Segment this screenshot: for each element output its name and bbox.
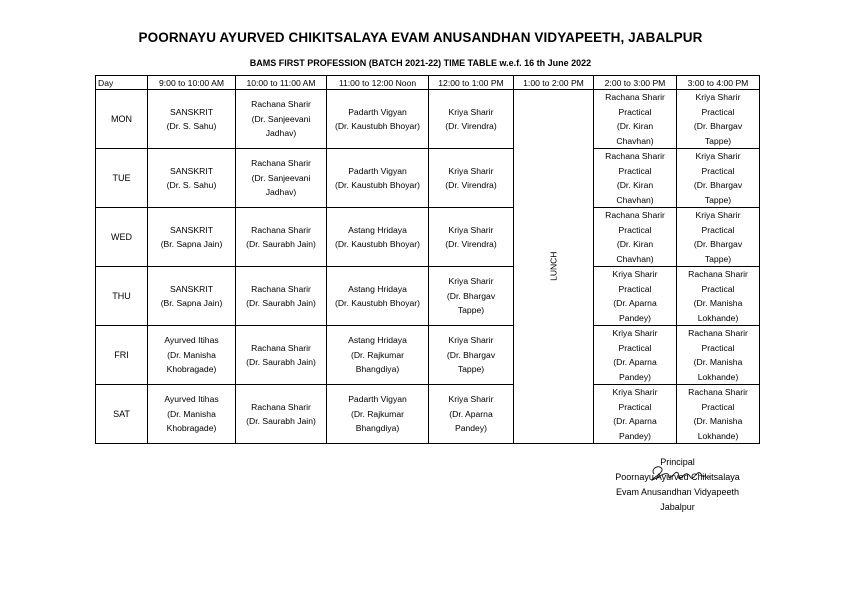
class-cell-line: (Dr. Kaustubh Bhoyar) <box>334 239 421 249</box>
class-cell-line: Chavhan) <box>616 135 654 146</box>
class-cell <box>327 149 429 208</box>
class-cell-line: Practical <box>701 106 735 117</box>
class-cell <box>594 267 677 326</box>
lunch-label: LUNCH <box>548 251 559 282</box>
class-cell-line: Ayurved Itihas <box>164 394 219 405</box>
class-cell-line: SANSKRIT <box>170 224 213 235</box>
class-cell-line: Astang Hridaya <box>348 335 407 346</box>
class-cell-line: Chavhan) <box>616 253 654 264</box>
class-cell-line: Kriya Sharir <box>695 151 741 161</box>
class-cell-line: Rachana Sharir <box>688 269 748 279</box>
class-cell-line: Tappe) <box>457 305 485 316</box>
class-cell <box>429 267 514 326</box>
class-cell-line: Practical <box>701 342 735 353</box>
class-cell <box>429 385 514 444</box>
timetable <box>95 75 760 444</box>
class-cell-line: Tappe) <box>704 194 732 205</box>
signature-title: Principal <box>660 457 695 467</box>
class-cell-line: (Dr. Virendra) <box>445 121 497 131</box>
class-cell-line: Bhangdiya) <box>355 364 400 375</box>
class-cell-line: (Dr. Aparna <box>613 416 657 426</box>
class-cell-line: Tappe) <box>704 135 732 146</box>
class-cell <box>327 385 429 444</box>
class-cell-line: Rachana Sharir <box>605 151 665 161</box>
signature-institution-line-2: Evam Anusandhan Vidyapeeth <box>616 487 739 497</box>
class-cell-line: Rachana Sharir <box>251 283 311 294</box>
class-cell-line: (Dr. Manisha <box>693 357 743 367</box>
class-cell-line: Tappe) <box>704 253 732 264</box>
day-cell: SAT <box>96 385 148 444</box>
class-cell-line: Rachana Sharir <box>251 342 311 353</box>
class-cell <box>327 208 429 267</box>
column-header-slot-1: 9:00 to 10:00 AM <box>148 76 236 90</box>
class-cell-line: (Dr. Kaustubh Bhoyar) <box>334 121 421 131</box>
class-cell-line: Jadhav) <box>265 187 297 198</box>
class-cell <box>677 149 760 208</box>
class-cell-line: (Dr. Aparna <box>613 298 657 308</box>
class-cell-line: Rachana Sharir <box>251 158 311 169</box>
class-cell <box>429 326 514 385</box>
class-cell-line: (Dr. Rajkumar <box>350 349 404 360</box>
class-cell-line: (Br. Sapna Jain) <box>160 239 223 249</box>
signature-institution-line-1: Poornayu Ayurved Chikitsalaya <box>615 472 740 482</box>
class-cell-line: (Dr. S. Sahu) <box>166 180 217 190</box>
column-header-day: Day <box>96 76 148 90</box>
class-cell-line: Kriya Sharir <box>612 269 658 279</box>
class-cell-line: (Dr. Manisha <box>167 408 216 419</box>
class-cell-line: SANSKRIT <box>170 106 213 117</box>
class-cell-line: (Dr. Sanjeevani <box>251 113 311 124</box>
class-cell-line: Lokhande) <box>697 430 739 441</box>
class-cell <box>327 326 429 385</box>
class-cell-line: Practical <box>618 165 652 176</box>
class-cell-line: Astang Hridaya <box>348 224 407 235</box>
class-cell-line: Kriya Sharir <box>448 165 494 176</box>
class-cell-line: Practical <box>618 224 652 235</box>
class-cell-line: Practical <box>701 224 735 235</box>
class-cell-line: Kriya Sharir <box>448 224 494 235</box>
class-cell-line: SANSKRIT <box>170 283 213 294</box>
class-cell <box>148 208 236 267</box>
class-cell-line: Jadhav) <box>265 128 297 139</box>
header-row <box>96 76 760 90</box>
class-cell-line: Kriya Sharir <box>695 92 741 102</box>
class-cell <box>148 385 236 444</box>
class-cell-line: (Dr. Virendra) <box>445 180 497 190</box>
class-cell <box>148 267 236 326</box>
class-cell-line: Rachana Sharir <box>688 387 748 397</box>
class-cell <box>594 326 677 385</box>
class-cell-line: Pandey) <box>618 371 651 382</box>
signature-block <box>570 455 785 515</box>
class-cell <box>236 208 327 267</box>
class-cell <box>236 149 327 208</box>
day-cell: THU <box>96 267 148 326</box>
class-cell-line: Chavhan) <box>616 194 654 205</box>
class-cell-line: (Dr. Manisha <box>693 416 743 426</box>
column-header-slot-4: 12:00 to 1:00 PM <box>429 76 514 90</box>
class-cell <box>236 385 327 444</box>
class-cell-line: (Dr. Aparna <box>449 408 493 419</box>
class-cell-line: Khobragade) <box>166 364 217 375</box>
column-header-slot-2: 10:00 to 11:00 AM <box>236 76 327 90</box>
class-cell <box>148 90 236 149</box>
class-cell-line: (Dr. Kaustubh Bhoyar) <box>334 298 421 308</box>
class-cell-line: (Dr. Saurabh Jain) <box>246 357 316 367</box>
class-cell-line: Rachana Sharir <box>605 210 665 220</box>
class-cell-line: Kriya Sharir <box>448 106 494 117</box>
class-cell <box>594 208 677 267</box>
class-cell-line: Bhangdiya) <box>355 423 400 434</box>
class-cell-line: (Dr. Bhargav <box>693 239 743 249</box>
column-header-slot-6: 3:00 to 4:00 PM <box>677 76 760 90</box>
class-cell-line: (Dr. Kiran <box>616 239 654 249</box>
class-cell <box>236 326 327 385</box>
class-cell-line: (Dr. Manisha <box>167 349 216 360</box>
class-cell-line: Lokhande) <box>697 312 739 323</box>
class-cell-line: (Dr. Saurabh Jain) <box>246 416 316 426</box>
class-cell <box>429 90 514 149</box>
class-cell-line: (Dr. Manisha <box>693 298 743 308</box>
day-cell: TUE <box>96 149 148 208</box>
class-cell <box>236 267 327 326</box>
class-cell-line: Practical <box>618 342 652 353</box>
class-cell-line: Rachana Sharir <box>251 99 311 110</box>
class-cell-line: Rachana Sharir <box>605 92 665 102</box>
lunch-cell <box>514 90 594 444</box>
class-cell-line: Practical <box>618 283 652 294</box>
class-cell-line: Pandey) <box>618 312 651 323</box>
class-cell-line: Khobragade) <box>166 423 217 434</box>
class-cell <box>429 149 514 208</box>
column-header-lunch: 1:00 to 2:00 PM <box>514 76 594 90</box>
class-cell-line: Tappe) <box>457 364 485 375</box>
table-row <box>96 208 760 267</box>
class-cell-line: (Dr. S. Sahu) <box>166 121 217 131</box>
day-cell: FRI <box>96 326 148 385</box>
class-cell <box>236 90 327 149</box>
class-cell-line: Kriya Sharir <box>448 394 494 405</box>
class-cell-line: Kriya Sharir <box>695 210 741 220</box>
table-row <box>96 149 760 208</box>
class-cell <box>677 385 760 444</box>
class-cell-line: Kriya Sharir <box>612 387 658 397</box>
class-cell-line: Rachana Sharir <box>688 328 748 338</box>
class-cell <box>677 90 760 149</box>
table-row <box>96 267 760 326</box>
class-cell-line: (Dr. Bhargav <box>693 121 743 131</box>
column-header-slot-3: 11:00 to 12:00 Noon <box>327 76 429 90</box>
class-cell <box>429 208 514 267</box>
class-cell-line: Pandey) <box>618 430 651 441</box>
class-cell <box>677 267 760 326</box>
class-cell-line: Practical <box>701 401 735 412</box>
column-header-slot-5: 2:00 to 3:00 PM <box>594 76 677 90</box>
class-cell-line: Kriya Sharir <box>448 335 494 346</box>
class-cell <box>594 90 677 149</box>
class-cell-line: (Br. Sapna Jain) <box>160 298 223 308</box>
class-cell <box>677 326 760 385</box>
class-cell-line: Pandey) <box>454 423 487 434</box>
table-row <box>96 90 760 149</box>
class-cell-line: (Dr. Saurabh Jain) <box>246 239 316 249</box>
class-cell-line: Padarth Vigyan <box>348 165 407 176</box>
day-cell: WED <box>96 208 148 267</box>
day-cell: MON <box>96 90 148 149</box>
class-cell-line: (Dr. Virendra) <box>445 239 497 249</box>
class-cell-line: (Dr. Rajkumar <box>350 408 404 419</box>
class-cell-line: Kriya Sharir <box>612 328 658 338</box>
class-cell-line: Rachana Sharir <box>251 401 311 412</box>
table-row <box>96 326 760 385</box>
class-cell-line: Padarth Vigyan <box>348 394 407 405</box>
class-cell-line: (Dr. Bhargav <box>693 180 743 190</box>
class-cell-line: Practical <box>701 283 735 294</box>
class-cell-line: Astang Hridaya <box>348 283 407 294</box>
class-cell-line: Practical <box>618 401 652 412</box>
class-cell-line: (Dr. Kiran <box>616 121 654 131</box>
document-title: POORNAYU AYURVED CHIKITSALAYA EVAM ANUSANDHAN VIDYAPEETH, JABALPUR <box>138 30 703 45</box>
class-cell-line: Kriya Sharir <box>448 276 494 287</box>
signature-city: Jabalpur <box>660 502 695 512</box>
class-cell-line: (Dr. Sanjeevani <box>251 172 311 183</box>
class-cell-line: (Dr. Bhargav <box>446 349 496 360</box>
class-cell-line: (Dr. Kiran <box>616 180 654 190</box>
class-cell-line: Lokhande) <box>697 371 739 382</box>
class-cell-line: (Dr. Saurabh Jain) <box>246 298 316 308</box>
class-cell-line: (Dr. Aparna <box>613 357 657 367</box>
class-cell <box>148 149 236 208</box>
document-subtitle: BAMS FIRST PROFESSION (BATCH 2021-22) TIME TABLE w.e.f. 16 th June 2022 <box>249 58 592 68</box>
class-cell <box>148 326 236 385</box>
class-cell-line: (Dr. Bhargav <box>446 290 496 301</box>
class-cell-line: Ayurved Itihas <box>164 335 219 346</box>
class-cell <box>594 149 677 208</box>
class-cell <box>594 385 677 444</box>
class-cell <box>677 208 760 267</box>
class-cell <box>327 90 429 149</box>
class-cell-line: Rachana Sharir <box>251 224 311 235</box>
class-cell <box>327 267 429 326</box>
class-cell-line: SANSKRIT <box>170 165 213 176</box>
class-cell-line: Practical <box>701 165 735 176</box>
class-cell-line: Practical <box>618 106 652 117</box>
table-row <box>96 385 760 444</box>
class-cell-line: (Dr. Kaustubh Bhoyar) <box>334 180 421 190</box>
class-cell-line: Padarth Vigyan <box>348 106 407 117</box>
